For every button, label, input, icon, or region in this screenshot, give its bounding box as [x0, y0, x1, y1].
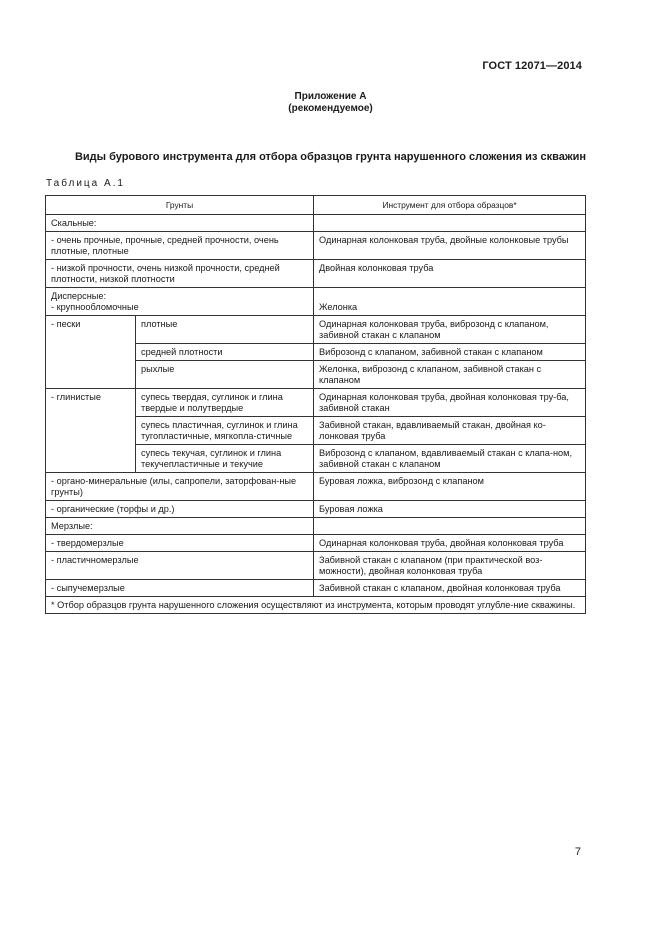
table-row	[46, 215, 586, 232]
subtype-cell: супесь пластичная, суглинок и глина тугопластичные, мягкопла-стичные	[136, 417, 314, 445]
soil-cell: - низкой прочности, очень низкой прочности, средней плотности, низкой плотности	[46, 260, 314, 288]
tool-cell: Буровая ложка, виброзонд с клапаном	[314, 473, 586, 501]
table-row	[46, 501, 586, 518]
soil-coarse: - крупнообломочные	[51, 302, 139, 312]
subtype-cell: плотные	[136, 316, 314, 344]
table-row	[46, 232, 586, 260]
tool-cell: Забивной стакан с клапаном (при практической воз-можности), двойная колонковая труба	[314, 552, 586, 580]
table-row	[46, 316, 586, 344]
soil-cell: - пластичномерзлые	[46, 552, 314, 580]
table-footnote: * Отбор образцов грунта нарушенного сложения осуществляют из инструмента, которым проводят углубле-ние скважины.	[46, 597, 586, 614]
tool-cell: Одинарная колонковая труба, двойные колонковые трубы	[314, 232, 586, 260]
table-row	[46, 580, 586, 597]
soil-cell	[46, 288, 314, 316]
empty-cell	[314, 518, 586, 535]
appendix-heading	[0, 91, 661, 115]
tool-cell: Желонка, виброзонд с клапаном, забивной стакан с клапаном	[314, 361, 586, 389]
table-row	[46, 535, 586, 552]
subtype-cell: супесь твердая, суглинок и глина твердые и полутвердые	[136, 389, 314, 417]
soil-cell: - очень прочные, прочные, средней прочности, очень плотные, плотные	[46, 232, 314, 260]
tool-cell: Одинарная колонковая труба, виброзонд с клапаном, забивной стакан с клапаном	[314, 316, 586, 344]
tool-cell: Виброзонд с клапаном, забивной стакан с клапаном	[314, 344, 586, 361]
table-row	[46, 389, 586, 417]
table-caption: Таблица А.1	[46, 178, 125, 189]
soil-cell: - органические (торфы и др.)	[46, 501, 314, 518]
table-row	[46, 288, 586, 316]
subtype-cell: рыхлые	[136, 361, 314, 389]
drilling-tools-table	[45, 195, 586, 614]
soil-cell: - органо-минеральные (илы, сапропели, заторфован-ные грунты)	[46, 473, 314, 501]
page-title: Виды бурового инструмента для отбора образцов грунта нарушенного сложения из скважин	[74, 151, 587, 163]
tool-cell: Одинарная колонковая труба, двойная колонковая труба	[314, 535, 586, 552]
group-rocky: Скальные:	[46, 215, 314, 232]
empty-cell	[314, 215, 586, 232]
soil-cell: - сыпучемерзлые	[46, 580, 314, 597]
tool-cell: Одинарная колонковая труба, двойная колонковая тру-ба, забивной стакан	[314, 389, 586, 417]
soil-sands: - пески	[46, 316, 136, 389]
appendix-label: Приложение А	[294, 91, 367, 102]
tool-cell: Виброзонд с клапаном, вдавливаемый стакан с клапа-ном, забивной стакан с клапаном	[314, 445, 586, 473]
table-row	[46, 518, 586, 535]
table-row	[46, 473, 586, 501]
subtype-cell: средней плотности	[136, 344, 314, 361]
table-header-row	[46, 196, 586, 215]
document-code: ГОСТ 12071—2014	[482, 60, 582, 72]
soil-clays: - глинистые	[46, 389, 136, 473]
footnote-row	[46, 597, 586, 614]
soil-cell: - твердомерзлые	[46, 535, 314, 552]
table-row	[46, 260, 586, 288]
tool-cell: Двойная колонковая труба	[314, 260, 586, 288]
table-row	[46, 552, 586, 580]
tool-cell: Желонка	[314, 288, 586, 316]
group-dispersed: Дисперсные:	[51, 291, 107, 301]
tool-cell: Забивной стакан с клапаном, двойная колонковая труба	[314, 580, 586, 597]
header-soils: Грунты	[46, 196, 314, 215]
tool-cell: Буровая ложка	[314, 501, 586, 518]
page-number: 7	[574, 846, 581, 858]
tool-cell: Забивной стакан, вдавливаемый стакан, двойная ко-лонковая труба	[314, 417, 586, 445]
subtype-cell: супесь текучая, суглинок и глина текучепластичные и текучие	[136, 445, 314, 473]
group-frozen: Мерзлые:	[46, 518, 314, 535]
appendix-status: (рекомендуемое)	[288, 103, 373, 114]
header-tools: Инструмент для отбора образцов*	[314, 196, 586, 215]
